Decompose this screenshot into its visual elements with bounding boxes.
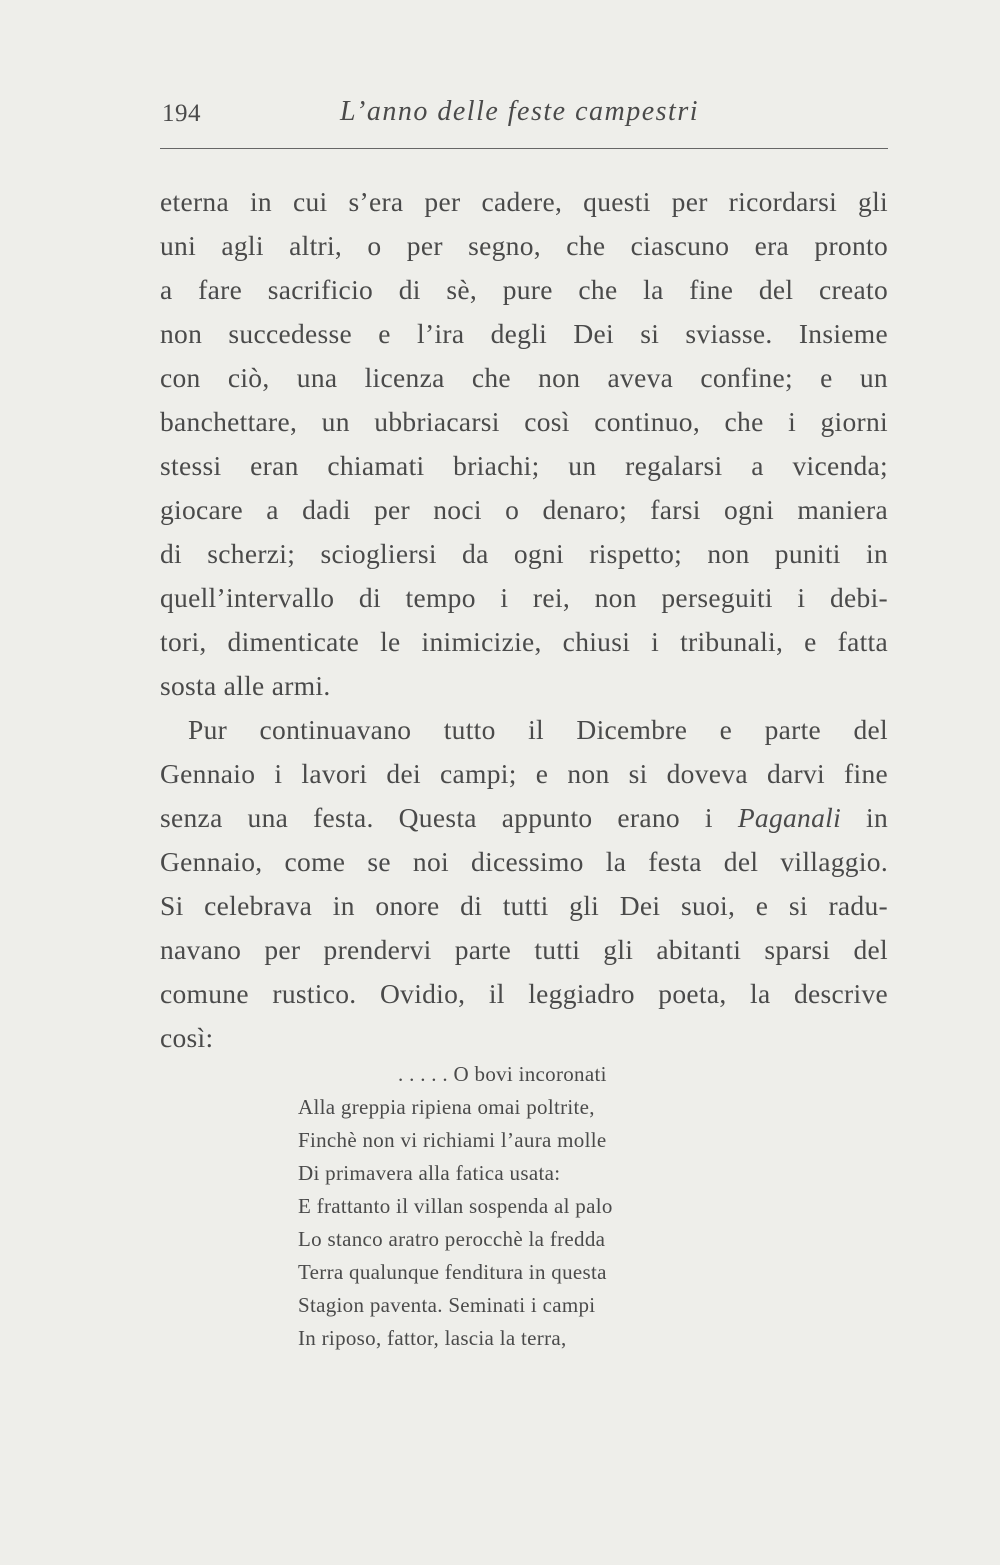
text-line: con ciò, una licenza che non aveva confine; e un [160,362,888,393]
body-text [160,180,888,1060]
text-line: di scherzi; sciogliersi da ogni rispetto; non puniti in [160,538,888,569]
paragraph [160,708,888,1060]
text-line: eterna in cui s’era per cadere, questi per ricordarsi gli [160,186,888,217]
header-rule [160,148,888,149]
text-line: uni agli altri, o per segno, che ciascuno era pronto [160,230,888,261]
text-line: Gennaio i lavori dei campi; e non si doveva darvi fine [160,758,888,789]
text-line: quell’intervallo di tempo i rei, non perseguiti i debi- [160,582,888,613]
text-line [160,796,888,840]
text-line: sosta alle armi. [160,670,331,701]
text-line: non succedesse e l’ira degli Dei si sviasse. Insieme [160,318,888,349]
text-line: a fare sacrificio di sè, pure che la fine del creato [160,274,888,305]
text-line: stessi eran chiamati briachi; un regalarsi a vicenda; [160,450,888,481]
verse-line: E frattanto il villan sospenda al palo [298,1194,613,1218]
verse-line: Stagion paventa. Seminati i campi [298,1293,596,1317]
text-line: Si celebrava in onore di tutti gli Dei suoi, e si radu- [160,890,888,921]
verse-line: Alla greppia ripiena omai poltrite, [298,1095,595,1119]
text-line: banchettare, un ubbriacarsi così continuo, che i giorni [160,406,888,437]
text-line: Pur continuavano tutto il Dicembre e parte del [188,714,888,745]
text-line: tori, dimenticate le inimicizie, chiusi i tribunali, e fatta [160,626,888,657]
verse-line: . . . . . O bovi incoronati [398,1062,607,1086]
page-header [160,96,888,136]
text-line: giocare a dadi per noci o denaro; farsi ogni maniera [160,494,888,525]
running-title: L’anno delle feste campestri [340,96,700,127]
text-line: Gennaio, come se noi dicessimo la festa del villaggio. [160,846,888,877]
verse-line: In riposo, fattor, lascia la terra, [298,1326,567,1350]
verse-line: Finchè non vi richiami l’aura molle [298,1128,607,1152]
verse-line: Terra qualunque fenditura in questa [298,1260,607,1284]
text-segment: in [841,802,888,833]
verse-quotation [298,1058,738,1355]
text-segment: senza una festa. Questa appunto erano i [160,802,738,833]
verse-line: Di primavera alla fatica usata: [298,1161,561,1185]
page-number: 194 [162,100,201,127]
paragraph [160,180,888,708]
text-line: comune rustico. Ovidio, il leggiadro poeta, la descrive [160,978,888,1009]
italic-term: Paganali [737,802,842,833]
text-line: navano per prendervi parte tutti gli abitanti sparsi del [160,934,888,965]
text-line: così: [160,1022,214,1053]
verse-line: Lo stanco aratro perocchè la fredda [298,1227,606,1251]
